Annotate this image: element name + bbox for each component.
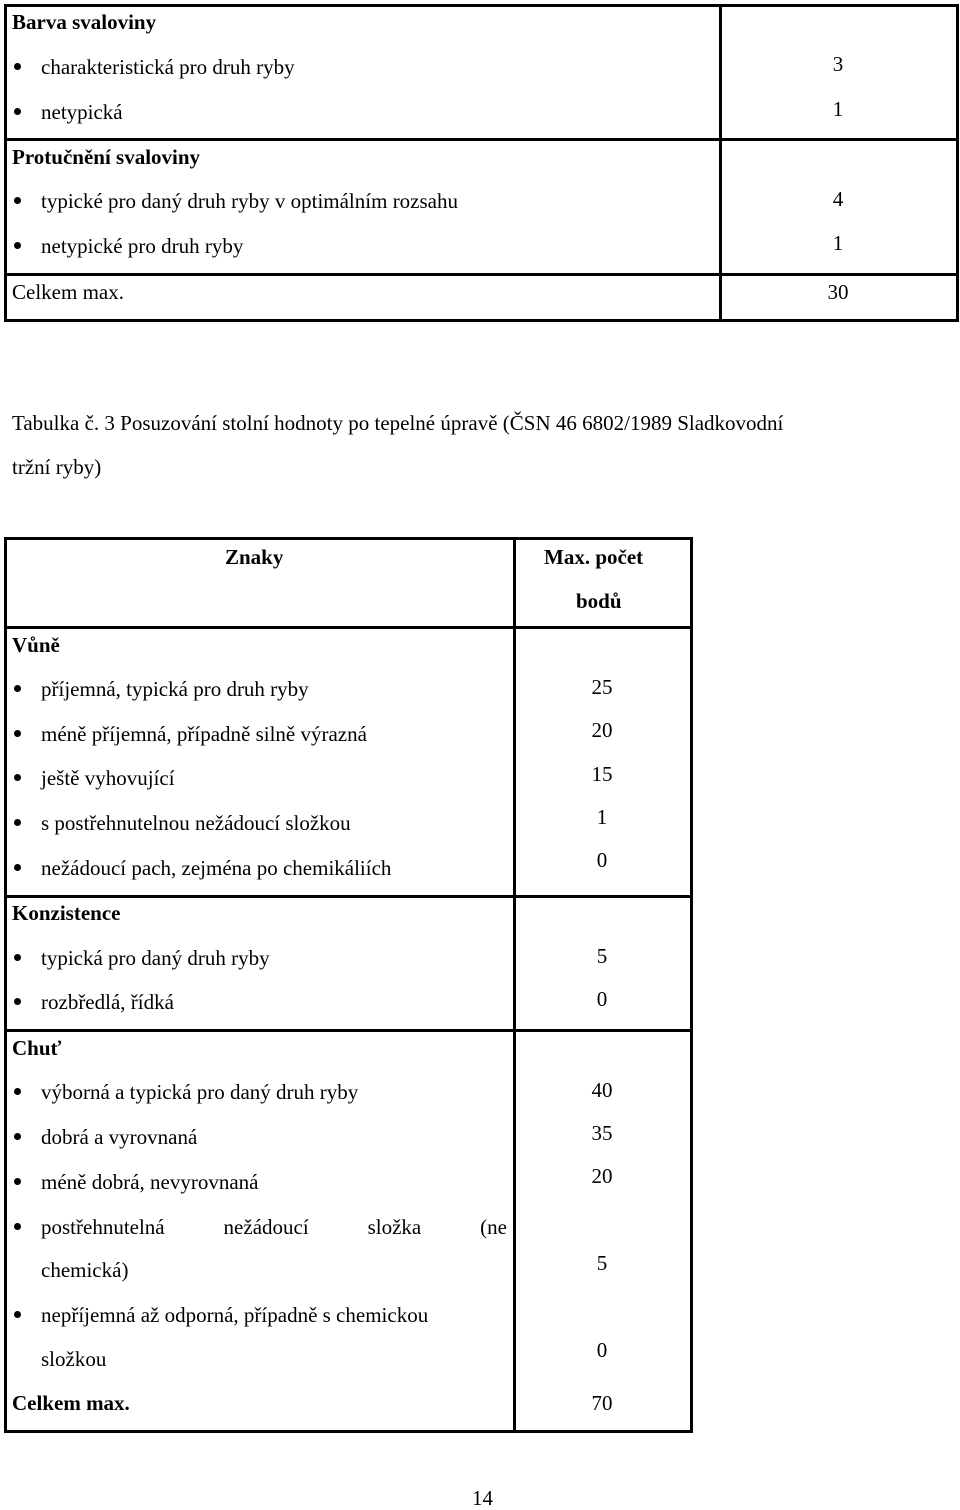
- word: složka: [367, 1215, 422, 1239]
- bullet-icon: [14, 242, 21, 249]
- word: nežádoucí: [223, 1215, 309, 1239]
- list-item: rozbředlá, řídká: [41, 990, 174, 1014]
- bullet-icon: [14, 685, 21, 692]
- total-label: Celkem max.: [12, 280, 124, 304]
- total-label: Celkem max.: [12, 1391, 130, 1415]
- points-value: 35: [591, 1121, 613, 1145]
- points-value: 1: [596, 805, 608, 829]
- list-item-justified: [41, 1215, 507, 1239]
- points-value: 3: [832, 52, 844, 76]
- section-heading-protucneni: Protučnění svaloviny: [12, 145, 201, 169]
- points-value: 0: [596, 848, 608, 872]
- bullet-icon: [14, 197, 21, 204]
- points-value: 20: [591, 1164, 613, 1188]
- points-value: 5: [596, 1251, 608, 1275]
- caption-line-1: Tabulka č. 3 Posuzování stolní hodnoty po tepelné úpravě (ČSN 46 6802/1989 Sladkovodní: [12, 411, 784, 435]
- bullet-icon: [14, 864, 21, 871]
- points-value: 4: [832, 187, 844, 211]
- list-item: typické pro daný druh ryby v optimálním rozsahu: [41, 189, 458, 213]
- list-item: méně příjemná, případně silně výrazná: [41, 722, 367, 746]
- points-value: 0: [596, 1338, 608, 1362]
- points-value: 0: [596, 987, 608, 1011]
- bullet-icon: [14, 1178, 21, 1185]
- page-number: 14: [472, 1486, 493, 1510]
- bullet-icon: [14, 819, 21, 826]
- bullet-icon: [14, 1133, 21, 1140]
- caption-line-2: tržní ryby): [12, 455, 102, 479]
- section-heading-vune: Vůně: [12, 633, 60, 657]
- points-value: 1: [832, 97, 844, 121]
- list-item: netypická: [41, 100, 123, 124]
- list-item: s postřehnutelnou nežádoucí složkou: [41, 811, 351, 835]
- points-value: 15: [591, 762, 613, 786]
- list-item: dobrá a vyrovnaná: [41, 1125, 198, 1149]
- section-heading-chut: Chuť: [12, 1036, 62, 1060]
- word: (ne: [480, 1215, 507, 1239]
- total-value: 30: [827, 280, 849, 304]
- bullet-icon: [14, 63, 21, 70]
- list-item: nežádoucí pach, zejména po chemikáliích: [41, 856, 392, 880]
- bullet-icon: [14, 998, 21, 1005]
- points-value: 25: [591, 675, 613, 699]
- total-value: 70: [591, 1391, 613, 1415]
- list-item: méně dobrá, nevyrovnaná: [41, 1170, 259, 1194]
- points-value: 40: [591, 1078, 613, 1102]
- section-heading-barva: Barva svaloviny: [12, 10, 157, 34]
- list-item: nepříjemná až odporná, případně s chemickou: [41, 1303, 429, 1327]
- header-max-pocet: Max. počet: [544, 545, 644, 569]
- bullet-icon: [14, 1311, 21, 1318]
- header-znaky: Znaky: [225, 545, 284, 569]
- points-value: 20: [591, 718, 613, 742]
- list-item: výborná a typická pro daný druh ryby: [41, 1080, 359, 1104]
- word: postřehnutelná: [41, 1215, 165, 1239]
- list-item: netypické pro druh ryby: [41, 234, 244, 258]
- list-item: příjemná, typická pro druh ryby: [41, 677, 309, 701]
- points-value: 5: [596, 944, 608, 968]
- bullet-icon: [14, 1223, 21, 1230]
- section-heading-konzistence: Konzistence: [12, 901, 121, 925]
- points-value: 1: [832, 231, 844, 255]
- bullet-icon: [14, 730, 21, 737]
- bullet-icon: [14, 954, 21, 961]
- bullet-icon: [14, 108, 21, 115]
- bullet-icon: [14, 774, 21, 781]
- list-item: typická pro daný druh ryby: [41, 946, 270, 970]
- list-item-continuation: složkou: [41, 1347, 107, 1371]
- bullet-icon: [14, 1088, 21, 1095]
- list-item: ještě vyhovující: [41, 766, 175, 790]
- list-item-continuation: chemická): [41, 1258, 129, 1282]
- header-bodu: bodů: [576, 589, 622, 613]
- list-item: charakteristická pro druh ryby: [41, 55, 295, 79]
